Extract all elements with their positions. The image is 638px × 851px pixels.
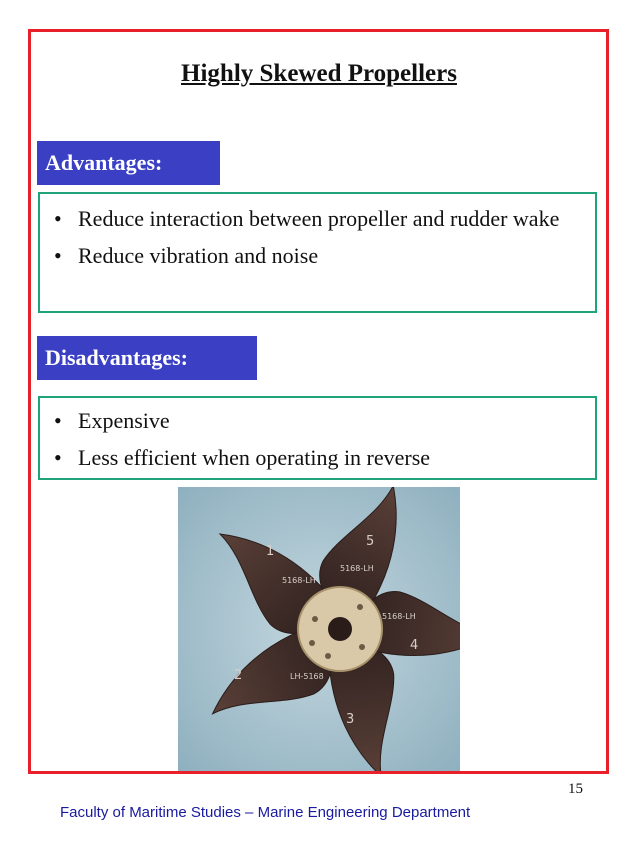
list-item: • Expensive [54,408,170,433]
blade-number: 5 [366,534,375,549]
list-item: • Less efficient when operating in reverse [54,445,431,470]
blade-number: 4 [410,638,419,653]
disadvantage-text: Expensive [78,408,170,433]
advantage-text: Reduce vibration and noise [78,243,319,268]
blade-number: 3 [346,712,355,727]
stamp-text: 5168-LH [340,564,374,573]
page-number: 15 [568,781,583,797]
blade-number: 2 [234,668,243,683]
footer-text: Faculty of Maritime Studies – Marine Engineering Department [60,804,471,821]
stamp-text: 5168-LH [382,612,416,621]
stamp-text: LH-5168 [290,672,324,681]
blade-number: 1 [266,544,275,559]
disadvantages-heading: Disadvantages: [37,336,257,380]
disadvantages-box [38,396,597,480]
advantages-box [38,192,597,313]
page-title: Highly Skewed Propellers [181,60,457,87]
disadvantage-text: Less efficient when operating in reverse [78,445,431,470]
advantage-text: Reduce interaction between propeller and rudder wake [78,206,560,231]
list-item: • Reduce interaction between propeller and rudder wake [54,206,560,231]
propeller-icon [178,487,460,771]
advantages-heading: Advantages: [37,141,220,185]
disadvantages-list [48,402,583,476]
stamp-text: 5168-LH [282,576,316,585]
advantages-list [48,200,583,274]
propeller-photo [178,487,460,771]
list-item: • Reduce vibration and noise [54,243,319,268]
